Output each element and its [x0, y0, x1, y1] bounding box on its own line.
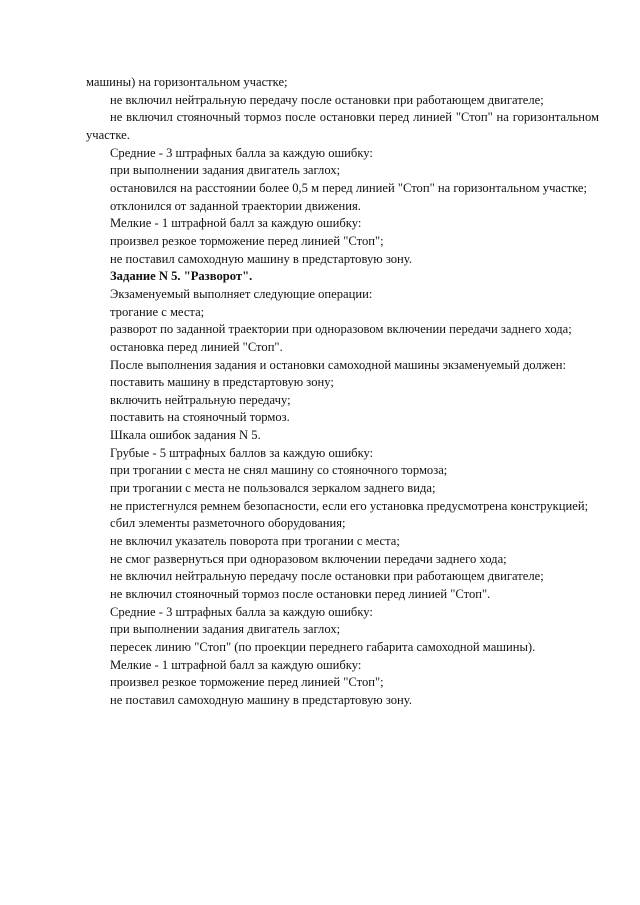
paragraph: Шкала ошибок задания N 5. [110, 428, 261, 443]
paragraph: при выполнении задания двигатель заглох; [110, 163, 341, 178]
paragraph: остановился на расстоянии более 0,5 м перед линией "Стоп" на горизонтальном участке; [110, 180, 587, 195]
paragraph: После выполнения задания и остановки самоходной машины экзаменуемый должен: [110, 357, 567, 372]
paragraph: разворот по заданной траектории при одноразовом включении передачи заднего хода; [110, 322, 572, 337]
section-heading: Задание N 5. "Разворот". [110, 269, 253, 284]
paragraph: при трогании с места не пользовался зеркалом заднего вида; [110, 481, 436, 496]
paragraph: Экзаменуемый выполняет следующие операции: [110, 286, 373, 301]
paragraph: при выполнении задания двигатель заглох; [110, 622, 341, 637]
paragraph: остановка перед линией "Стоп". [110, 339, 283, 354]
paragraph: отклонился от заданной траектории движения. [110, 198, 361, 213]
paragraph: машины) на горизонтальном участке; [86, 75, 288, 89]
document-page [86, 74, 599, 710]
paragraph: Мелкие - 1 штрафной балл за каждую ошибку: [110, 657, 362, 672]
paragraph: не включил указатель поворота при трогании с места; [110, 534, 400, 549]
paragraph: при трогании с места не снял машину со стояночного тормоза; [110, 463, 448, 478]
paragraph: не включил стояночный тормоз после остановки перед линией "Стоп". [110, 587, 491, 602]
paragraph: Грубые - 5 штрафных баллов за каждую ошибку: [110, 445, 374, 460]
paragraph: Мелкие - 1 штрафной балл за каждую ошибку: [110, 216, 362, 231]
paragraph: не пристегнулся ремнем безопасности, если его установка предусмотрена конструкцией; [110, 498, 589, 513]
paragraph: поставить на стояночный тормоз. [110, 410, 290, 425]
paragraph: пересек линию "Стоп" (по проекции переднего габарита самоходной машины). [110, 640, 536, 654]
paragraph: не включил нейтральную передачу после остановки при работающем двигателе; [110, 92, 544, 107]
paragraph: сбил элементы разметочного оборудования; [110, 516, 346, 531]
paragraph: не включил стояночный тормоз после остановки перед линией "Стоп" на горизонтальном участке. [86, 110, 599, 142]
paragraph: включить нейтральную передачу; [110, 392, 291, 407]
paragraph: не поставил самоходную машину в предстартовую зону. [110, 251, 412, 266]
paragraph: не смог развернуться при одноразовом включении передачи заднего хода; [110, 551, 507, 566]
paragraph: не поставил самоходную машину в предстартовую зону. [110, 692, 412, 707]
paragraph: трогание с места; [110, 304, 205, 319]
paragraph: Средние - 3 штрафных балла за каждую ошибку: [110, 145, 373, 160]
paragraph: произвел резкое торможение перед линией "Стоп"; [110, 233, 384, 248]
paragraph: произвел резкое торможение перед линией "Стоп"; [110, 675, 384, 690]
paragraph: Средние - 3 штрафных балла за каждую ошибку: [110, 604, 373, 619]
paragraph: не включил нейтральную передачу после остановки при работающем двигателе; [110, 569, 544, 584]
paragraph: поставить машину в предстартовую зону; [110, 375, 334, 390]
